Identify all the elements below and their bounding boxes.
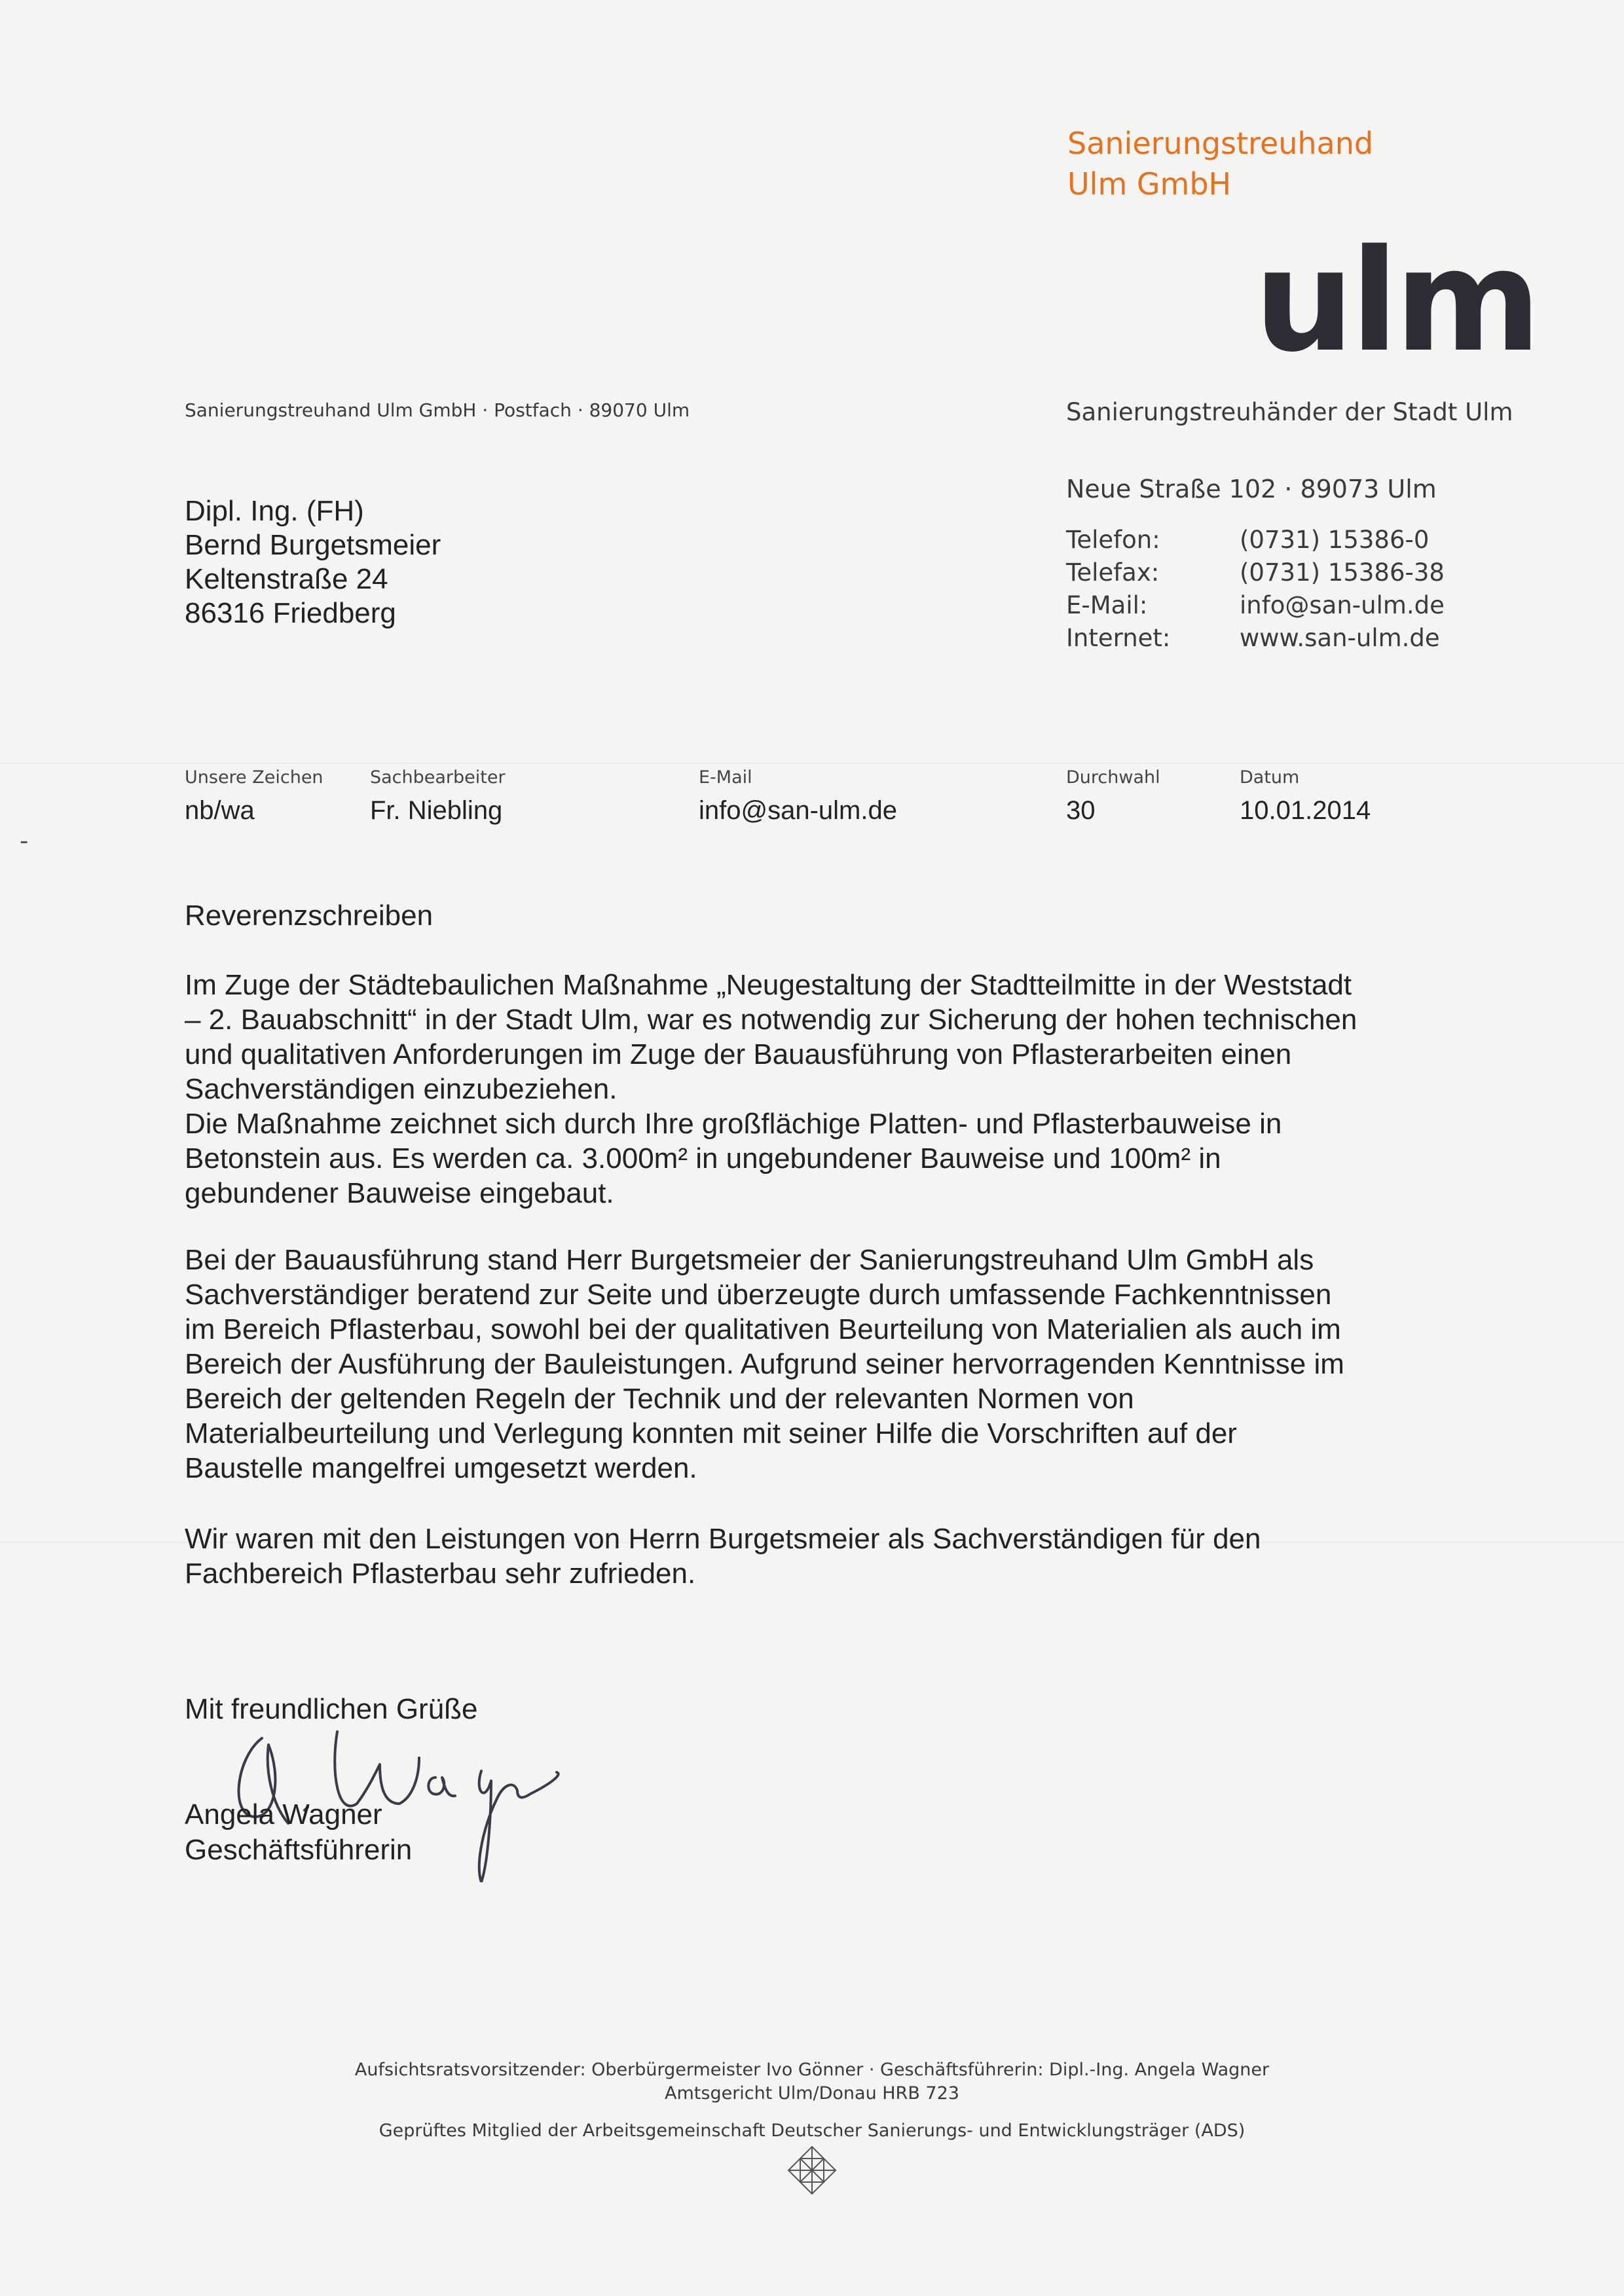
text-line: im Bereich Pflasterbau, sowohl bei der qualitativen Beurteilung von Materialien als auch im bbox=[185, 1313, 1341, 1345]
recipient-line: 86316 Friedberg bbox=[185, 597, 396, 629]
meta-label-reference: Unsere Zeichen bbox=[185, 767, 323, 788]
paper-fold-top bbox=[0, 763, 1624, 765]
recipient-line: Dipl. Ing. (FH) bbox=[185, 495, 364, 527]
text-line: Bei der Bauausführung stand Herr Burgetsmeier der Sanierungstreuhand Ulm GmbH als bbox=[185, 1244, 1314, 1276]
text-line: und qualitativen Anforderungen im Zuge der Bauausführung von Pflasterarbeiten einen bbox=[185, 1038, 1292, 1070]
meta-value-email: info@san-ulm.de bbox=[699, 796, 897, 825]
recipient-line: Keltenstraße 24 bbox=[185, 563, 388, 595]
contact-label: E-Mail: bbox=[1066, 591, 1148, 619]
paragraph-3 bbox=[185, 1522, 1468, 1591]
company-name-line1: Sanierungstreuhand bbox=[1067, 126, 1374, 161]
contact-block bbox=[1066, 524, 1445, 655]
contact-website: www.san-ulm.de bbox=[1240, 624, 1440, 652]
contact-row bbox=[1066, 556, 1445, 589]
text-line: Wir waren mit den Leistungen von Herrn Burgetsmeier als Sachverständigen für den bbox=[185, 1523, 1261, 1555]
text-line: Fachbereich Pflasterbau sehr zufrieden. bbox=[185, 1558, 696, 1590]
signer-title: Geschäftsführerin bbox=[185, 1834, 413, 1866]
paragraph-1 bbox=[185, 968, 1468, 1211]
company-name bbox=[1067, 123, 1373, 204]
text-line: Im Zuge der Städtebaulichen Maßnahme „Neugestaltung der Stadtteilmitte in der Weststadt bbox=[185, 969, 1352, 1001]
text-line: Bereich der Ausführung der Bauleistungen. Aufgrund seiner hervorragenden Kenntnisse im bbox=[185, 1348, 1344, 1380]
trustee-line: Sanierungstreuhänder der Stadt Ulm bbox=[1066, 398, 1513, 426]
closing-greeting: Mit freundlichen Grüße bbox=[185, 1693, 478, 1725]
recipient-address bbox=[185, 494, 441, 630]
contact-label: Telefon: bbox=[1066, 526, 1160, 554]
text-line: Materialbeurteilung und Verlegung konnten mit seiner Hilfe die Vorschriften auf der bbox=[185, 1417, 1237, 1449]
contact-email: info@san-ulm.de bbox=[1240, 591, 1445, 619]
contact-label: Telefax: bbox=[1066, 558, 1160, 587]
signer-name: Angela Wagner bbox=[185, 1798, 382, 1831]
meta-label-clerk: Sachbearbeiter bbox=[370, 767, 506, 788]
paragraph-2 bbox=[185, 1243, 1468, 1485]
text-line: Bereich der geltenden Regeln der Technik und der relevanten Normen von bbox=[185, 1383, 1134, 1415]
sender-return-address: Sanierungstreuhand Ulm GmbH · Postfach · 89070 Ulm bbox=[185, 399, 690, 421]
footer-line: Amtsgericht Ulm/Donau HRB 723 bbox=[665, 2083, 959, 2104]
recipient-line: Bernd Burgetsmeier bbox=[185, 529, 441, 561]
meta-label-extension: Durchwahl bbox=[1066, 767, 1160, 788]
fold-mark: - bbox=[20, 826, 29, 855]
meta-label-date: Datum bbox=[1240, 767, 1300, 788]
meta-value-reference: nb/wa bbox=[185, 796, 255, 825]
text-line: Baustelle mangelfrei umgesetzt werden. bbox=[185, 1452, 697, 1484]
signer-block bbox=[185, 1797, 412, 1868]
text-line: Sachverständiger beratend zur Seite und überzeugte durch umfassende Fachkenntnissen bbox=[185, 1279, 1332, 1311]
text-line: Sachverständigen einzubeziehen. bbox=[185, 1073, 618, 1105]
meta-value-clerk: Fr. Niebling bbox=[370, 796, 503, 825]
meta-value-date: 10.01.2014 bbox=[1240, 796, 1371, 825]
contact-phone: (0731) 15386-0 bbox=[1240, 526, 1430, 554]
contact-row bbox=[1066, 589, 1445, 622]
contact-fax: (0731) 15386-38 bbox=[1240, 558, 1445, 587]
footer-line: Aufsichtsratsvorsitzender: Oberbürgermeister Ivo Gönner · Geschäftsführerin: Dipl.-Ing. Angela Wagner bbox=[354, 2060, 1270, 2080]
footer-membership: Geprüftes Mitglied der Arbeitsgemeinschaft Deutscher Sanierungs- und Entwicklungsträger (ADS) bbox=[378, 2121, 1246, 2141]
text-line: – 2. Bauabschnitt“ in der Stadt Ulm, war es notwendig zur Sicherung der hohen technischen bbox=[185, 1004, 1357, 1036]
contact-row bbox=[1066, 622, 1445, 655]
text-line: Betonstein aus. Es werden ca. 3.000m² in ungebundener Bauweise und 100m² in bbox=[185, 1142, 1221, 1175]
text-line: Die Maßnahme zeichnet sich durch Ihre großflächige Platten- und Pflasterbauweise in bbox=[185, 1108, 1282, 1140]
meta-label-email: E-Mail bbox=[699, 767, 752, 788]
contact-row bbox=[1066, 524, 1445, 556]
ulm-logo: ulm bbox=[1254, 219, 1538, 383]
ads-logo-icon bbox=[786, 2144, 838, 2196]
letter-subject: Reverenzschreiben bbox=[185, 900, 434, 932]
contact-label: Internet: bbox=[1066, 624, 1171, 652]
footer-board bbox=[0, 2058, 1624, 2105]
company-name-line2: Ulm GmbH bbox=[1067, 166, 1232, 202]
company-street: Neue Straße 102 · 89073 Ulm bbox=[1066, 475, 1437, 503]
text-line: gebundener Bauweise eingebaut. bbox=[185, 1177, 614, 1209]
meta-value-extension: 30 bbox=[1066, 796, 1096, 825]
